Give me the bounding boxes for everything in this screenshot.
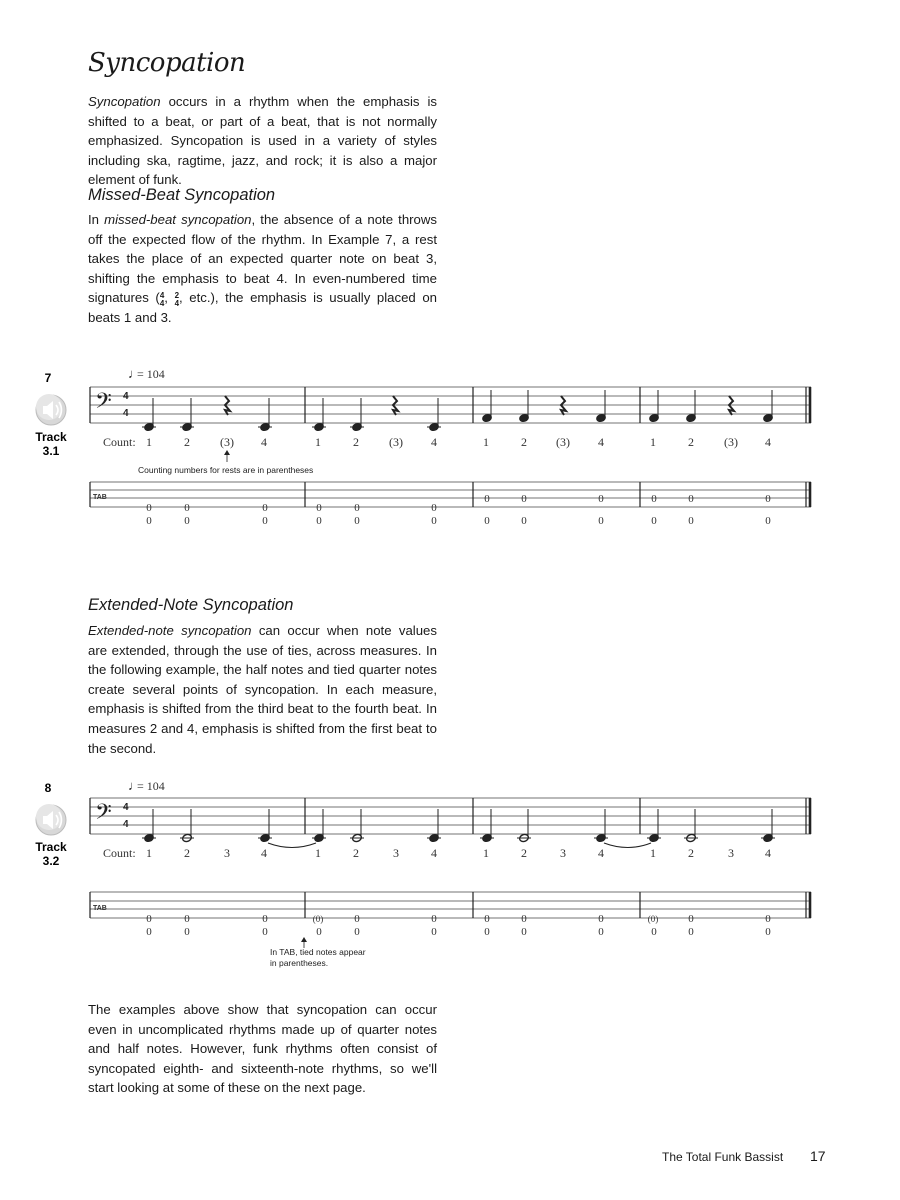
- intro-term: Syncopation: [88, 94, 161, 109]
- svg-text:(3): (3): [389, 435, 403, 449]
- staff-lines: [90, 798, 811, 834]
- count-labels: [146, 846, 771, 860]
- tab-frets-ex7: [146, 493, 771, 514]
- svg-text:4: 4: [261, 846, 267, 860]
- svg-text:0: 0: [262, 926, 268, 938]
- svg-text:0: 0: [354, 502, 360, 514]
- footer-page-number: 17: [810, 1148, 826, 1164]
- svg-text:2: 2: [688, 435, 694, 449]
- svg-text:0: 0: [598, 926, 604, 938]
- tab-clef: TAB: [93, 905, 107, 912]
- svg-text:(3): (3): [220, 435, 234, 449]
- svg-text:4: 4: [431, 846, 437, 860]
- svg-text:0: 0: [688, 913, 694, 925]
- svg-text:0: 0: [184, 515, 190, 527]
- svg-text:4: 4: [765, 846, 771, 860]
- svg-text:1: 1: [483, 846, 489, 860]
- svg-text:0: 0: [431, 913, 437, 925]
- svg-text:0: 0: [431, 926, 437, 938]
- time-signature-top: 4: [123, 391, 129, 402]
- tab-frets-ex8: [146, 913, 771, 925]
- svg-text:2: 2: [184, 846, 190, 860]
- bass-clef-icon: 𝄢: [95, 388, 112, 418]
- svg-text:2: 2: [521, 846, 527, 860]
- svg-text:0: 0: [146, 913, 152, 925]
- svg-text:2: 2: [688, 846, 694, 860]
- tie-annotation-line1: In TAB, tied notes appear: [270, 947, 366, 957]
- speaker-icon[interactable]: [36, 394, 66, 425]
- time-signature-top: 4: [123, 802, 129, 813]
- missed-text-a: In: [88, 212, 105, 227]
- svg-text:1: 1: [315, 435, 321, 449]
- svg-text:4: 4: [431, 435, 437, 449]
- rest-annotation: Counting numbers for rests are in parentheses: [138, 465, 314, 475]
- extended-text: can occur when note values are extended, through the use of ties, across measures. In the following example, the half notes and tied quarter notes create several points of syncopation. In each measure, emphasis is shifted from the third beat to the fourth beat. In measures 2 and 4, emphasis is shifted from the first beat to the second.: [88, 623, 437, 756]
- example-number: 8: [44, 781, 52, 795]
- ties: [268, 843, 651, 848]
- svg-text:4: 4: [765, 435, 771, 449]
- tempo-note-icon: ♩: [128, 778, 141, 793]
- tempo-note-icon: ♩: [128, 366, 141, 381]
- svg-text:1: 1: [650, 435, 656, 449]
- example-7: [35, 366, 811, 527]
- svg-text:0: 0: [354, 926, 360, 938]
- track-label: Track: [35, 840, 67, 854]
- svg-text:0: 0: [484, 913, 490, 925]
- svg-text:0: 0: [184, 926, 190, 938]
- svg-text:0: 0: [316, 926, 322, 938]
- svg-text:0: 0: [651, 926, 657, 938]
- svg-text:4: 4: [598, 846, 604, 860]
- svg-text:0: 0: [146, 926, 152, 938]
- svg-text:0: 0: [598, 515, 604, 527]
- svg-text:0: 0: [146, 502, 152, 514]
- tab-barlines: [90, 892, 810, 918]
- missed-sep: ,: [164, 290, 175, 306]
- svg-text:3: 3: [393, 846, 399, 860]
- tie-annotation-line2: in parentheses.: [270, 958, 329, 968]
- svg-text:1: 1: [650, 846, 656, 860]
- svg-text:0: 0: [184, 913, 190, 925]
- svg-text:0: 0: [688, 493, 694, 505]
- svg-text:0: 0: [316, 502, 322, 514]
- svg-text:0: 0: [484, 515, 490, 527]
- svg-text:0: 0: [262, 913, 268, 925]
- tempo-marking: = 104: [137, 779, 165, 793]
- svg-text:3: 3: [728, 846, 734, 860]
- missed-text-b: , the absence of a note throws off the expected flow of the rhythm. In Example 7, a rest takes the place of an expected quarter note on beat 3, shifting the emphasis to beat 4. In even-numbered time signatures (: [88, 212, 438, 306]
- svg-text:0: 0: [765, 493, 771, 505]
- svg-text:0: 0: [521, 493, 527, 505]
- svg-text:0: 0: [431, 502, 437, 514]
- missed-term: missed-beat syncopation: [104, 212, 252, 227]
- svg-text:(0): (0): [647, 914, 659, 924]
- section-title: Syncopation: [88, 48, 246, 78]
- svg-text:2: 2: [353, 435, 359, 449]
- svg-text:0: 0: [688, 926, 694, 938]
- time-signature-4-4: 4 4: [159, 291, 165, 309]
- svg-text:0: 0: [688, 515, 694, 527]
- tempo-marking: = 104: [137, 367, 165, 381]
- track-number: 3.2: [42, 854, 60, 868]
- svg-text:1: 1: [315, 846, 321, 860]
- svg-text:0: 0: [651, 493, 657, 505]
- svg-text:2: 2: [521, 435, 527, 449]
- extended-note-heading: Extended-Note Syncopation: [88, 596, 294, 614]
- example-8: [35, 778, 811, 968]
- staff-lines: [90, 387, 811, 423]
- count-labels: [146, 435, 771, 449]
- svg-text:0: 0: [598, 493, 604, 505]
- intro-text: occurs in a rhythm when the emphasis is shifted to a beat, or part of a beat, that is not normally emphasized. Syncopation is used in a variety of styles including ska, ragtime, jazz, and rock; it is also a major element of funk.: [88, 94, 437, 188]
- time-signature-2-4: 2 4: [174, 291, 180, 309]
- svg-text:0: 0: [354, 515, 360, 527]
- tab-barlines: [90, 482, 810, 507]
- track-label: Track: [35, 430, 67, 444]
- bass-clef-icon: 𝄢: [95, 799, 112, 829]
- svg-text:1: 1: [483, 435, 489, 449]
- svg-text:0: 0: [431, 515, 437, 527]
- missed-text-c: , etc.), the emphasis is usually placed on beats 1 and 3.: [88, 290, 438, 326]
- time-signature-bottom: 4: [123, 408, 129, 419]
- svg-text:0: 0: [651, 515, 657, 527]
- svg-text:0: 0: [262, 502, 268, 514]
- tab-clef: TAB: [93, 494, 107, 501]
- tab-staff-lines: [90, 892, 811, 918]
- svg-text:1: 1: [146, 435, 152, 449]
- svg-text:(3): (3): [724, 435, 738, 449]
- example-number: 7: [44, 371, 52, 385]
- svg-text:3: 3: [560, 846, 566, 860]
- missed-beat-heading: Missed-Beat Syncopation: [88, 186, 276, 204]
- svg-text:0: 0: [354, 913, 360, 925]
- svg-text:0: 0: [765, 926, 771, 938]
- svg-text:4: 4: [261, 435, 267, 449]
- footer-book-title: The Total Funk Bassist: [662, 1150, 784, 1164]
- svg-text:0: 0: [184, 502, 190, 514]
- tab-stems-ex8: [146, 926, 771, 938]
- svg-text:0: 0: [765, 515, 771, 527]
- svg-text:0: 0: [598, 913, 604, 925]
- svg-text:0: 0: [316, 515, 322, 527]
- notes-ex8: [142, 809, 775, 843]
- svg-text:0: 0: [262, 515, 268, 527]
- tab-staff-lines: [90, 482, 811, 507]
- speaker-icon[interactable]: [36, 804, 66, 835]
- closing-paragraph: The examples above show that syncopation can occur even in uncomplicated rhythms made up of quarter notes and half notes. However, funk rhythms often consist of syncopated eighth- and sixteenth-note rhythms, so we'll start looking at some of these on the next page.: [88, 1002, 437, 1096]
- svg-text:1: 1: [146, 846, 152, 860]
- svg-text:0: 0: [146, 515, 152, 527]
- svg-text:4: 4: [598, 435, 604, 449]
- time-signature-bottom: 4: [123, 819, 129, 830]
- extended-term: Extended-note syncopation: [88, 623, 252, 638]
- svg-text:(3): (3): [556, 435, 570, 449]
- tab-stems-ex7: [146, 515, 771, 527]
- svg-text:0: 0: [521, 913, 527, 925]
- svg-text:0: 0: [521, 515, 527, 527]
- svg-text:0: 0: [765, 913, 771, 925]
- track-number: 3.1: [42, 444, 60, 458]
- svg-text:2: 2: [353, 846, 359, 860]
- svg-text:0: 0: [521, 926, 527, 938]
- svg-text:(0): (0): [312, 914, 324, 924]
- count-prefix: Count:: [103, 846, 136, 860]
- svg-text:3: 3: [224, 846, 230, 860]
- count-prefix: Count:: [103, 435, 136, 449]
- svg-text:0: 0: [484, 493, 490, 505]
- svg-text:0: 0: [484, 926, 490, 938]
- svg-text:2: 2: [184, 435, 190, 449]
